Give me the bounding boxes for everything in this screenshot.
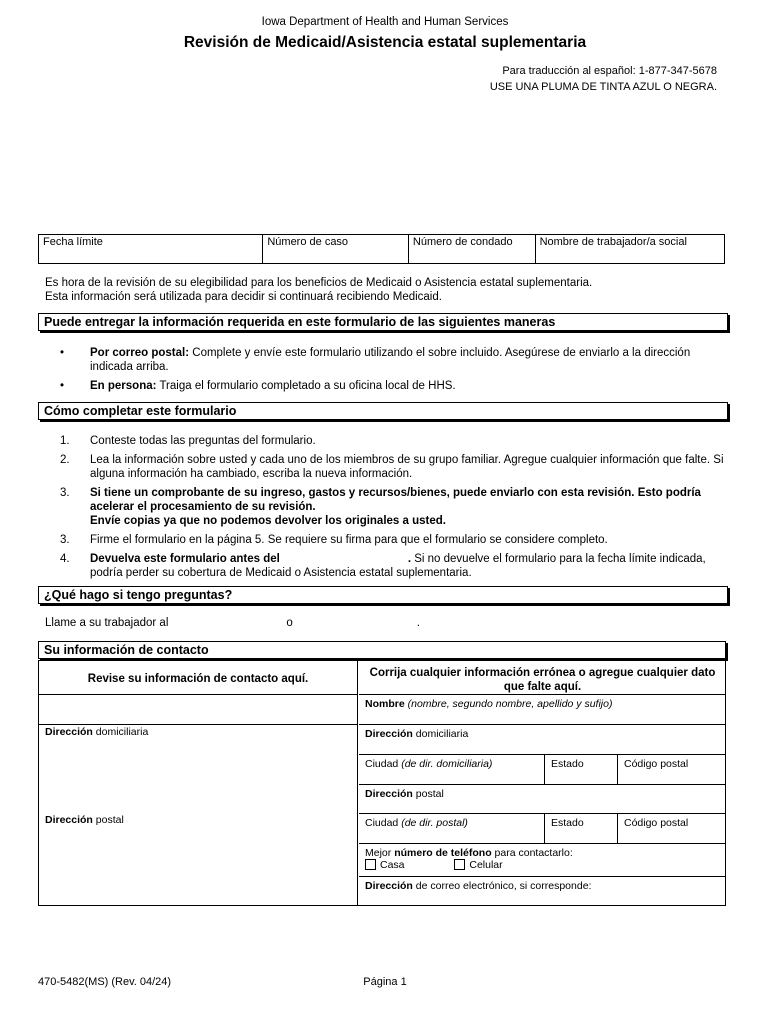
steps-list: [60, 434, 725, 585]
review-mail-address-label: Dirección postal: [45, 814, 124, 826]
submit-section-heading: Puede entregar la información requerida en este formulario de las siguientes maneras: [38, 313, 728, 331]
form-title: Revisión de Medicaid/Asistencia estatal suplementaria: [183, 34, 587, 51]
step-number: 3.: [60, 534, 70, 546]
worker-name-field[interactable]: Nombre de trabajador/a social: [539, 236, 687, 248]
pen-instruction: USE UNA PLUMA DE TINTA AZUL O NEGRA.: [489, 81, 717, 93]
cell-phone-label: Celular: [469, 859, 503, 871]
phone-field: Mejor número de teléfono para contactarlo: Casa Celular: [359, 844, 726, 877]
period: .: [416, 617, 420, 629]
list-item: [60, 379, 725, 393]
intro-line-1: Es hora de la revisión de su elegibilidad para los beneficios de Medicaid o Asistencia estatal suplementaria.: [45, 277, 593, 289]
intro-text: [45, 276, 725, 304]
page-number: Página 1: [363, 976, 407, 988]
step-number: 3.: [60, 487, 70, 499]
correction-column-heading: Corrija cualquier información errónea o agregue cualquier dato que falte aquí.: [359, 661, 726, 695]
list-item: [60, 533, 725, 547]
translation-note: [490, 63, 717, 95]
form-number: 470-5482(MS) (Rev. 04/24): [38, 976, 172, 988]
call-worker-text: [45, 617, 420, 629]
mail-city-field[interactable]: Ciudad (de dir. postal): [359, 814, 545, 843]
correction-column: [359, 661, 726, 905]
mail-text: Complete y envíe este formulario utilizando el sobre incluido. Asegúrese de enviarlo a la dirección indicada arriba.: [90, 347, 691, 373]
home-city-row: [359, 755, 726, 785]
step-text: Lea la información sobre usted y cada uno de los miembros de su grupo familiar. Agregue cualquier información que falte. Si alguna información ha cambiado, escriba la nueva información.: [90, 454, 724, 480]
home-phone-label: Casa: [380, 859, 405, 871]
home-address-field[interactable]: Dirección domiciliaria: [359, 725, 726, 755]
email-field[interactable]: Dirección de correo electrónico, si corresponde:: [365, 880, 592, 892]
home-city-field[interactable]: Ciudad (de dir. domiciliaria): [359, 755, 545, 784]
translation-phone: Para traducción al español: 1-877-347-5678: [502, 65, 717, 77]
step-text: Si tiene un comprobante de su ingreso, gastos y recursos/bienes, puede enviarlo con esta revisión. Esto podría acelerar el procesamiento de su revisión.: [90, 487, 701, 513]
agency-name: Iowa Department of Health and Human Services: [261, 16, 509, 28]
home-state-field[interactable]: Estado: [545, 755, 618, 784]
step-text: Conteste todas las preguntas del formulario.: [90, 435, 316, 447]
name-field[interactable]: Nombre (nombre, segundo nombre, apellido y sufijo): [359, 695, 726, 725]
home-zip-field[interactable]: Código postal: [624, 758, 689, 770]
review-column: [39, 661, 358, 905]
call-label: Llame a su trabajador al: [45, 617, 169, 629]
step-number: 2.: [60, 454, 70, 466]
bullet-icon: •: [60, 380, 65, 392]
county-number-field[interactable]: Número de condado: [409, 235, 536, 263]
list-item: [60, 453, 725, 481]
home-phone-checkbox[interactable]: [365, 859, 376, 870]
step-4-bold-end: .: [407, 553, 412, 565]
step-4-bold: Devuelva este formulario antes del: [90, 553, 280, 565]
questions-section-heading: ¿Qué hago si tengo preguntas?: [38, 586, 728, 604]
review-home-address-label: Dirección domiciliaria: [45, 726, 149, 738]
mail-address-field[interactable]: Dirección postal: [359, 785, 726, 814]
step-number: 4.: [60, 553, 70, 565]
review-column-heading: Revise su información de contacto aquí.: [39, 661, 357, 695]
intro-line-2: Esta información será utilizada para decidir si continuará recibiendo Medicaid.: [45, 291, 442, 303]
case-number-field[interactable]: Número de caso: [263, 235, 409, 263]
deadline-field[interactable]: Fecha límite: [39, 235, 263, 263]
mail-city-row: [359, 814, 726, 844]
cell-phone-checkbox[interactable]: [454, 859, 465, 870]
list-item: [60, 434, 725, 448]
mail-zip-field[interactable]: Código postal: [624, 817, 689, 829]
list-item: [60, 552, 725, 580]
how-section-heading: Cómo completar este formulario: [38, 402, 728, 420]
contact-info-table: [38, 660, 726, 906]
mail-label: Por correo postal:: [90, 347, 190, 359]
or-label: o: [286, 617, 293, 629]
person-text: Traiga el formulario completado a su oficina local de HHS.: [156, 380, 456, 392]
person-label: En persona:: [90, 380, 157, 392]
mail-state-field[interactable]: Estado: [545, 814, 618, 843]
step-4-text: Si no devuelve el formulario para la fecha límite indicada, podría perder su cobertura de Medicaid o Asistencia estatal suplementaria.: [90, 553, 706, 579]
step-number: 1.: [60, 435, 70, 447]
step-text-copies: Envíe copias ya que no podemos devolver los originales a usted.: [90, 515, 446, 527]
review-name-cell: [39, 695, 357, 725]
contact-section-heading: Su información de contacto: [38, 641, 726, 659]
list-item: [60, 346, 725, 374]
bullet-icon: •: [60, 347, 65, 359]
submit-options-list: [60, 346, 725, 398]
step-text: Firme el formulario en la página 5. Se requiere su firma para que el formulario se considere completo.: [90, 534, 608, 546]
list-item: [60, 486, 725, 528]
case-info-table: [38, 234, 725, 264]
